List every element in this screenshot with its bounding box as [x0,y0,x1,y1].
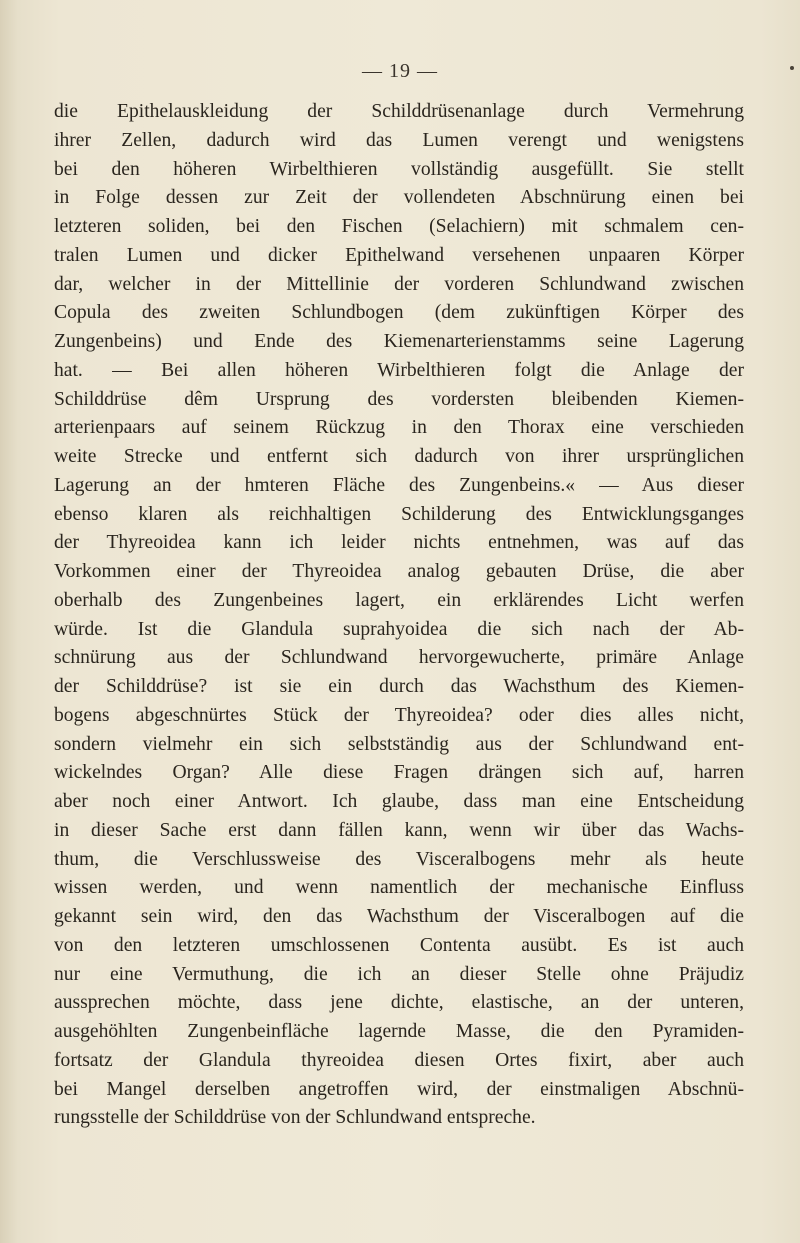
text-line: von den letzteren umschlossenen Contenta ausübt. Es ist auch [54,934,744,956]
text-line: aussprechen möchte, dass jene dichte, elastische, an der unteren, [54,992,744,1014]
text-line: bogens abgeschnürtes Stück der Thyreoidea? oder dies alles nicht, [54,704,744,726]
text-line: sondern vielmehr ein sich selbstständig aus der Schlundwand ent- [54,733,744,755]
text-line: Vorkommen einer der Thyreoidea analog gebauten Drüse, die aber [54,561,744,582]
text-line: in dieser Sache erst dann fällen kann, wenn wir über das Wachs- [54,819,744,841]
text-line: rungsstelle der Schilddrüse von der Schlundwand entspreche. [54,1107,536,1129]
text-line: dar, welcher in der Mittellinie der vorderen Schlundwand zwischen [54,273,744,295]
text-line: fortsatz der Glandula thyreoidea diesen Ortes fixirt, aber auch [54,1049,744,1071]
text-line: bei den höheren Wirbelthieren vollständig ausgefüllt. Sie stellt [54,158,744,180]
text-line: oberhalb des Zungenbeines lagert, ein erklärendes Licht werfen [54,589,744,611]
text-line: ausgehöhlten Zungenbeinfläche lagernde Masse, die den Pyramiden- [54,1021,744,1042]
text-line: die Epithelauskleidung der Schilddrüsenanlage durch Vermehrung [54,101,744,122]
text-line: thum, die Verschlussweise des Visceralbogens mehr als heute [54,848,744,870]
text-line: Lagerung an der hmteren Fläche des Zungenbeins.« — Aus dieser [54,474,744,496]
text-line: wickelndes Organ? Alle diese Fragen drängen sich auf, harren [54,762,744,784]
text-line: wissen werden, und wenn namentlich der mechanische Einfluss [54,877,744,899]
text-line: ihrer Zellen, dadurch wird das Lumen verengt und wenigstens [54,129,744,151]
text-line: letzteren soliden, bei den Fischen (Selachiern) mit schmalem cen- [54,216,744,237]
text-line: gekannt sein wird, den das Wachsthum der Visceralbogen auf die [54,906,744,927]
text-line: Zungenbeins) und Ende des Kiemenarterienstamms seine Lagerung [54,331,744,352]
text-line: schnürung aus der Schlundwand hervorgewucherte, primäre Anlage [54,647,744,669]
text-line: der Schilddrüse? ist sie ein durch das Wachsthum des Kiemen- [54,676,744,697]
body-text [54,98,744,1133]
text-line: der Thyreoidea kann ich leider nichts entnehmen, was auf das [54,532,744,554]
text-line: arterienpaars auf seinem Rückzug in den Thorax eine verschieden [54,417,744,439]
text-line: würde. Ist die Glandula suprahyoidea die sich nach der Ab- [54,618,744,640]
text-line: Schilddrüse dêm Ursprung des vordersten bleibenden Kiemen- [54,388,744,410]
text-line: in Folge dessen zur Zeit der vollendeten Abschnürung einen bei [54,187,744,209]
page-number: — 19 — [362,60,438,82]
text-line: aber noch einer Antwort. Ich glaube, dass man eine Entscheidung [54,791,744,812]
text-line: ebenso klaren als reichhaltigen Schilderung des Entwicklungsganges [54,503,744,525]
text-line: weite Strecke und entfernt sich dadurch von ihrer ursprünglichen [54,446,744,467]
text-line: tralen Lumen und dicker Epithelwand versehenen unpaaren Körper [54,244,744,266]
text-line: nur eine Vermuthung, die ich an dieser Stelle ohne Präjudiz [54,963,744,985]
text-line: bei Mangel derselben angetroffen wird, der einstmaligen Abschnü- [54,1078,744,1100]
print-speck [790,66,794,70]
text-line: Copula des zweiten Schlundbogen (dem zukünftigen Körper des [54,302,744,324]
text-line: hat. — Bei allen höheren Wirbelthieren folgt die Anlage der [54,359,744,381]
